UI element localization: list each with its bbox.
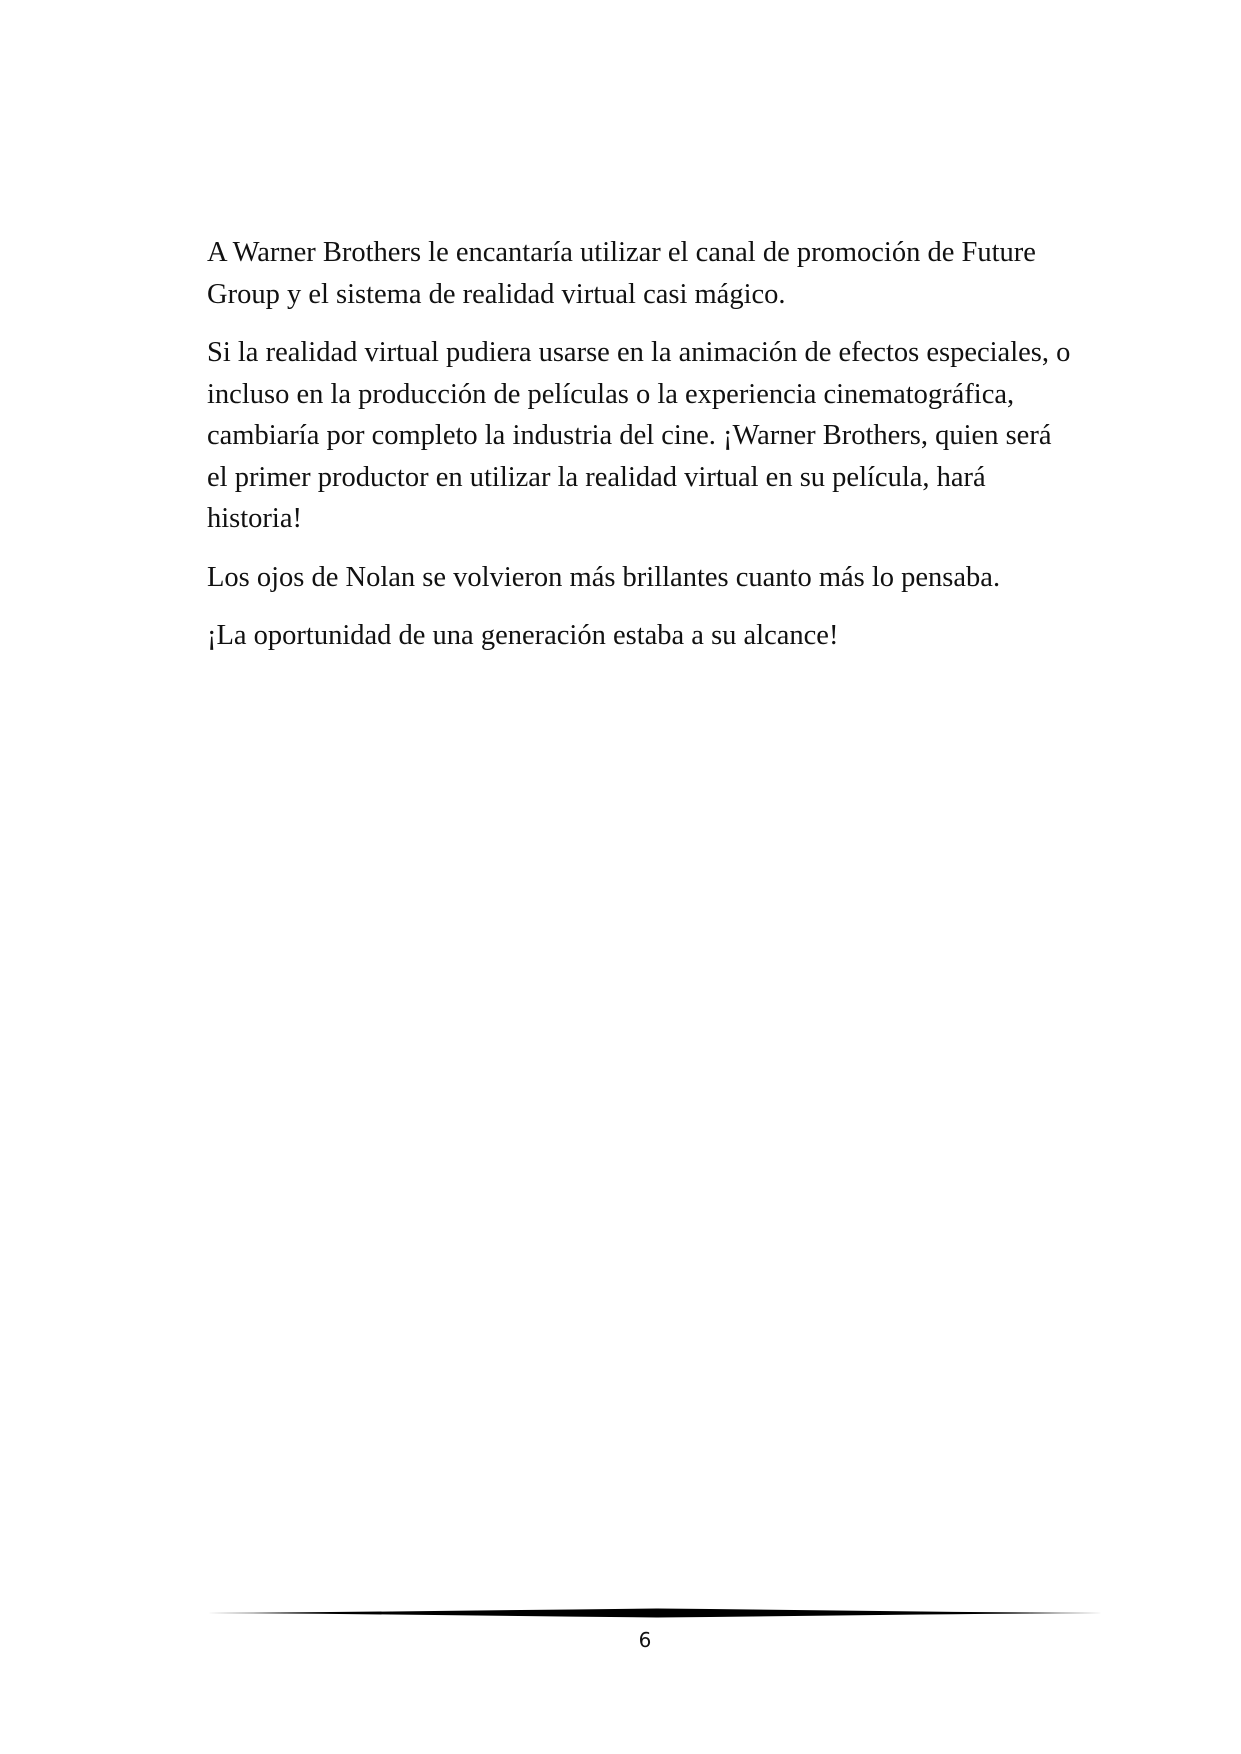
paragraph-4: ¡La oportunidad de una generación estaba a su alcance!: [207, 620, 839, 651]
paragraph-3: Los ojos de Nolan se volvieron más brillantes cuanto más lo pensaba.: [207, 561, 1001, 593]
paragraph-1: A Warner Brothers le encantaría utilizar el canal de promoción de Future Group y el sistema de realidad virtual casi mágico.: [207, 237, 1036, 310]
footer-divider: [207, 1606, 1103, 1620]
footer-divider-swash: [207, 1609, 1103, 1618]
page-number: 6: [638, 1628, 652, 1652]
body-text: [207, 232, 1077, 674]
paragraph-2: Si la realidad virtual pudiera usarse en la animación de efectos especiales, o incluso en la producción de películas o la experiencia cinematográfica, cambiaría por completo la industria del cine. ¡Warner Brothers, quien será el primer productor en utilizar la realidad virtual en su película, hará historia!: [207, 337, 1071, 534]
